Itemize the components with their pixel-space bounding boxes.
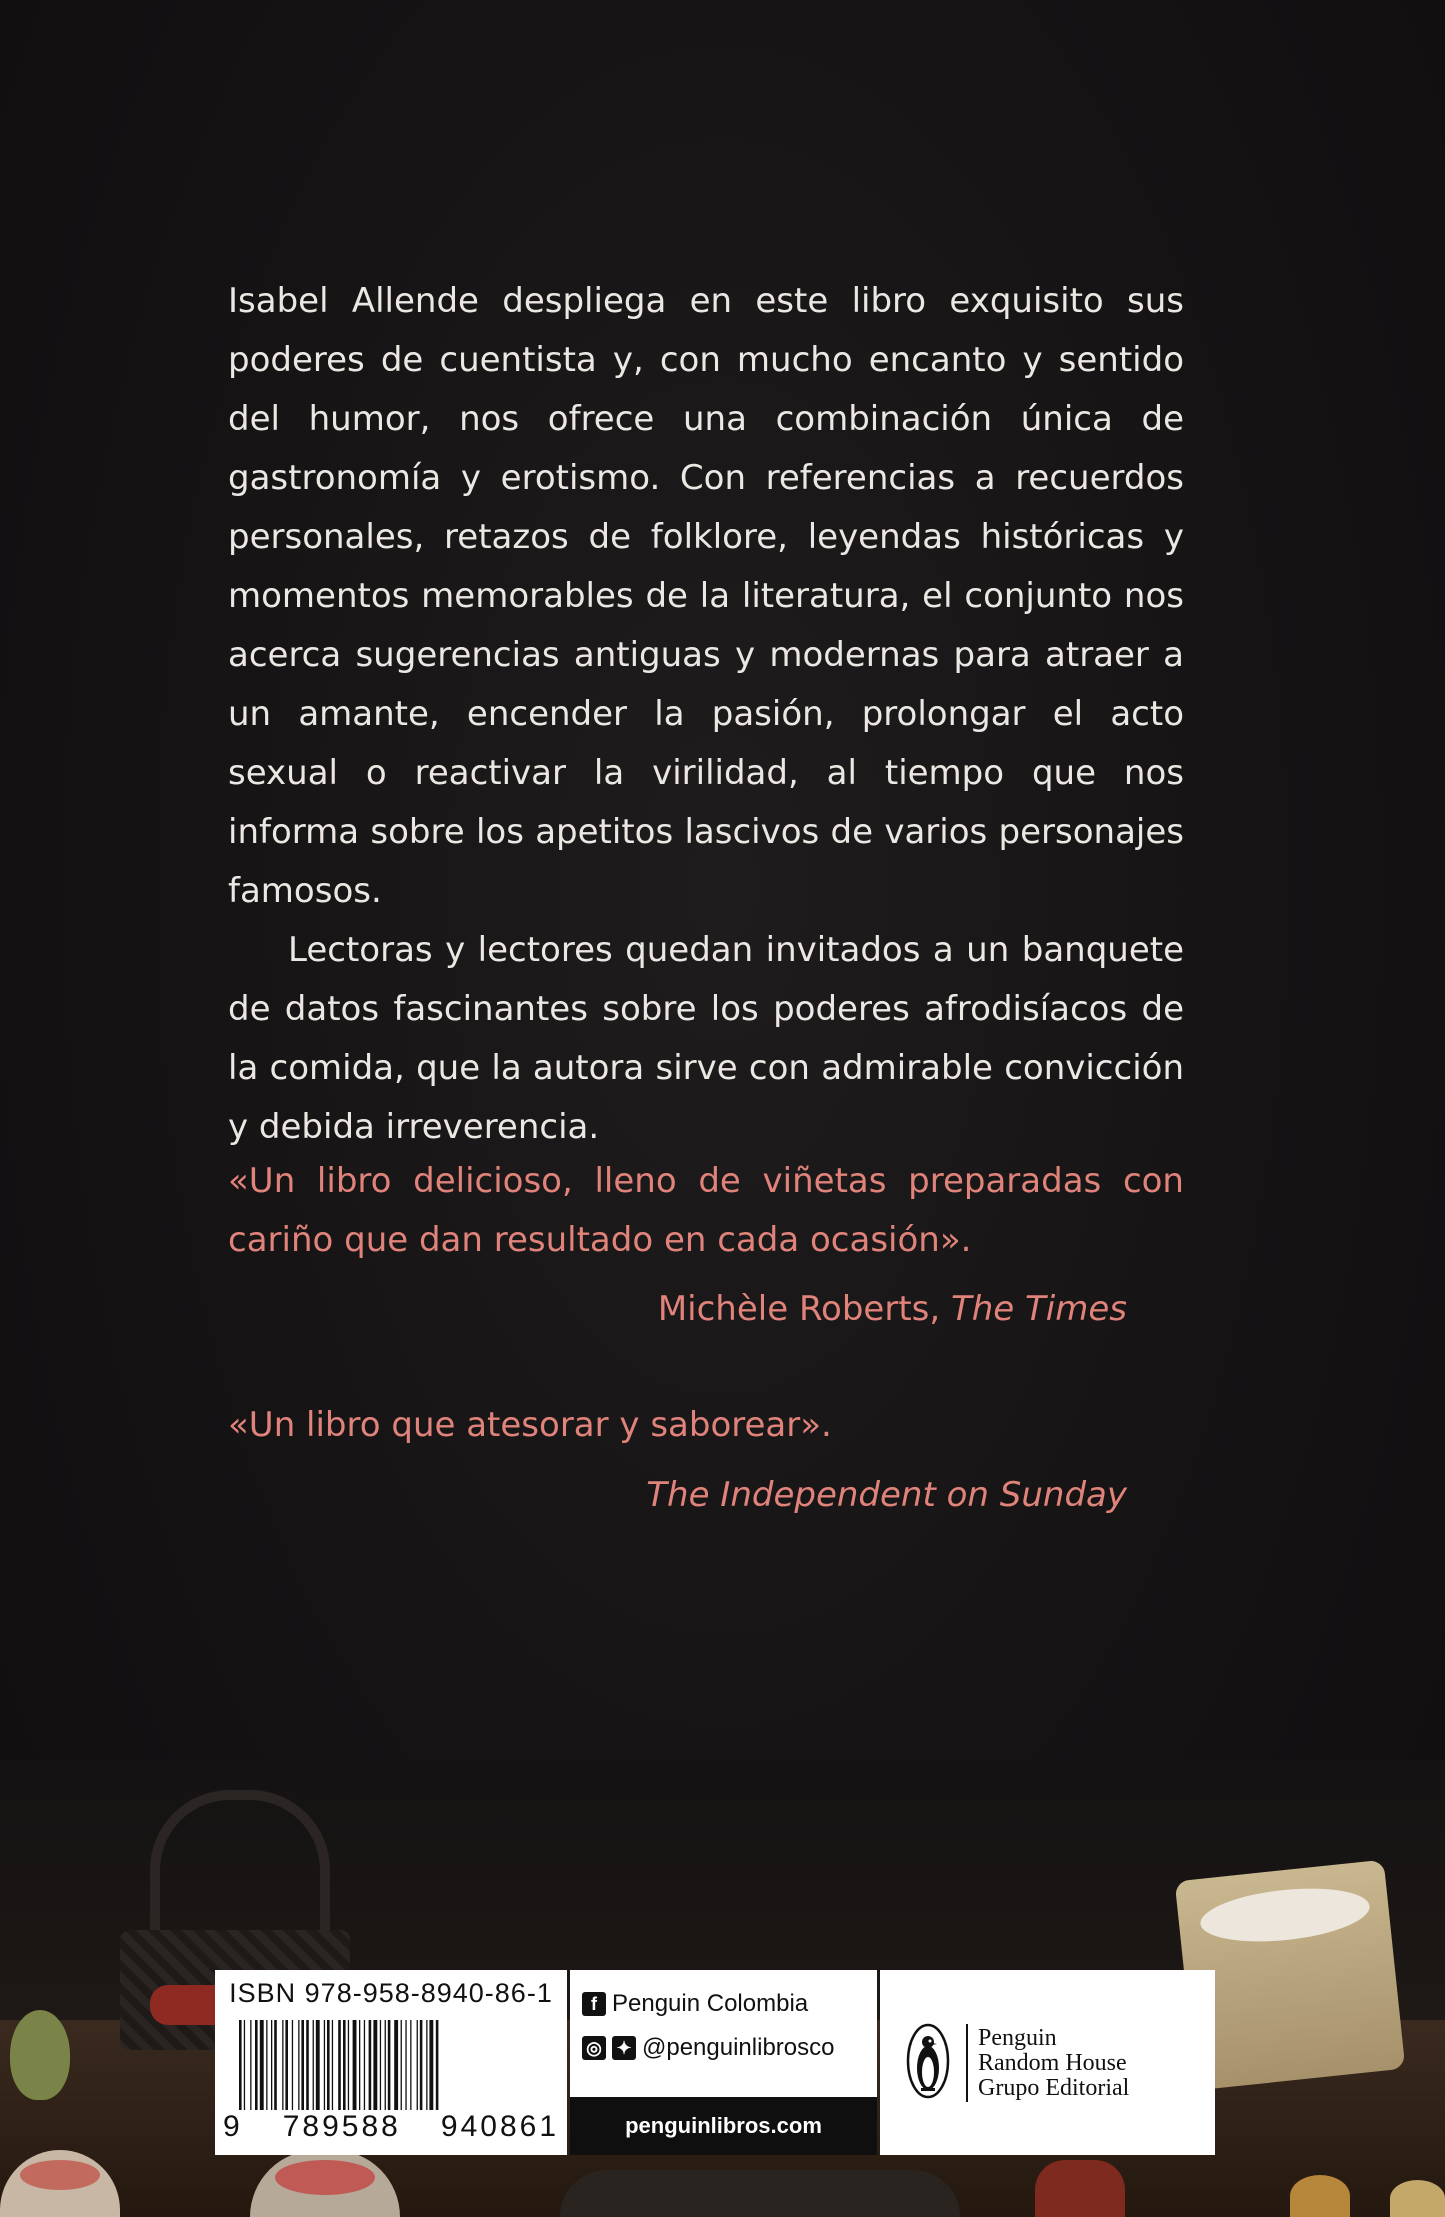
barcode-bar [324, 2020, 325, 2116]
review-source-1: The Times [950, 1289, 1127, 1329]
barcode-bar [306, 2020, 309, 2116]
publisher-line-3: Grupo Editorial [978, 2075, 1130, 2101]
barcode-bar [426, 2020, 427, 2116]
barcode-bar [388, 2020, 391, 2116]
logo-divider [966, 2024, 968, 2102]
barcode-bar [285, 2020, 288, 2116]
dish [560, 2170, 960, 2217]
barcode [239, 2020, 549, 2116]
barcode-bar [369, 2020, 372, 2116]
barcode-bar [405, 2020, 406, 2116]
synopsis [228, 272, 1184, 1157]
twitter-icon: ✦ [612, 2036, 636, 2060]
barcode-bar [373, 2020, 377, 2116]
review-quote-2: «Un libro que atesorar y saborear». [228, 1405, 832, 1445]
review-source-2: The Independent on Sunday [646, 1475, 1127, 1515]
barcode-bar [271, 2020, 272, 2116]
barcode-bar [301, 2020, 304, 2116]
publisher-logo-box [880, 1970, 1215, 2155]
barcode-bar [332, 2020, 333, 2116]
facebook-page: Penguin Colombia [612, 1990, 809, 2017]
review-quote-1: «Un libro delicioso, lleno de viñetas preparadas con cariño que dan resultado en cada ocasión». [228, 1161, 1184, 1260]
barcode-bar [401, 2020, 402, 2116]
barcode-digit-group-1: 789588 [282, 2110, 401, 2143]
pear [10, 2010, 70, 2100]
barcode-bar [394, 2020, 398, 2116]
synopsis-paragraph-1: Isabel Allende despliega en este libro exquisito sus poderes de cuentista y, con mucho encanto y sentido del humor, nos ofrece una combinación única de gastronomía y erotismo. Con referencias a recuerdos personales, retazos de folklore, leyendas históricas y momentos memorables de la literatura, el conjunto nos acerca sugerencias antiguas y modernas para atraer a un amante, encender la pasión, prolongar el acto sexual o reactivar la virilidad, al tiempo que nos informa sobre los apetitos lascivos de varios personajes famosos. [228, 281, 1184, 911]
social-box [570, 1970, 877, 2155]
review-author-1: Michèle Roberts, [657, 1289, 951, 1329]
barcode-bar [364, 2020, 365, 2116]
bowl-contents [20, 2160, 100, 2190]
barcode-bar [260, 2020, 264, 2116]
barcode-bar [282, 2020, 283, 2116]
fruit [1290, 2175, 1350, 2217]
barcode-bar [380, 2020, 381, 2116]
barcode-bar [244, 2020, 245, 2116]
barcode-bar [266, 2020, 267, 2116]
publisher-label-strip [215, 1970, 1215, 2155]
barcode-bar [353, 2020, 357, 2116]
publisher-line-2: Random House [978, 2050, 1127, 2076]
publisher-name [978, 2026, 1129, 2101]
instagram-icon: ◎ [582, 2036, 606, 2060]
facebook-row [582, 1990, 808, 2018]
fruit [1390, 2180, 1445, 2217]
barcode-bar [239, 2020, 242, 2116]
barcode-bar [316, 2020, 320, 2116]
barcode-bar [292, 2020, 293, 2116]
publisher-line-1: Penguin [978, 2025, 1057, 2051]
barcode-bar [359, 2020, 360, 2116]
review-attribution-1 [658, 1280, 1127, 1339]
isbn-number: ISBN 978-958-8940-86-1 [229, 1978, 553, 2008]
barcode-bar [429, 2020, 433, 2116]
barcode-digits [223, 2110, 559, 2144]
barcode-bar [255, 2020, 258, 2116]
isbn-box [215, 1970, 567, 2155]
penguin-logo-icon [906, 2022, 950, 2100]
barcode-bar [274, 2020, 277, 2116]
social-handle-row [582, 2034, 834, 2062]
barcode-bar [410, 2020, 411, 2116]
website: penguinlibros.com [570, 2097, 877, 2155]
barcode-bar [385, 2020, 386, 2116]
barcode-bar [338, 2020, 341, 2116]
barcode-digit-prefix: 9 [223, 2110, 243, 2143]
barcode-bar [417, 2020, 418, 2116]
barcode-bar [343, 2020, 346, 2116]
barcode-bar [420, 2020, 423, 2116]
barcode-bar [436, 2020, 439, 2116]
barcode-bar [327, 2020, 330, 2116]
synopsis-paragraph-2: Lectoras y lectores quedan invitados a un banquete de datos fascinantes sobre los poderes afrodisíacos de la comida, que la autora sirve con admirable convicción y debida irreverencia. [228, 930, 1184, 1147]
barcode-bar [348, 2020, 349, 2116]
barcode-bar [313, 2020, 314, 2116]
barcode-bar [250, 2020, 251, 2116]
jar [1035, 2160, 1125, 2217]
social-handle: @penguinlibrosco [642, 2034, 835, 2061]
facebook-icon: f [582, 1992, 606, 2016]
barcode-bar [298, 2020, 299, 2116]
barcode-digit-group-2: 940861 [440, 2110, 559, 2143]
review-attribution-2 [646, 1466, 1127, 1525]
bowl-contents [275, 2160, 375, 2195]
